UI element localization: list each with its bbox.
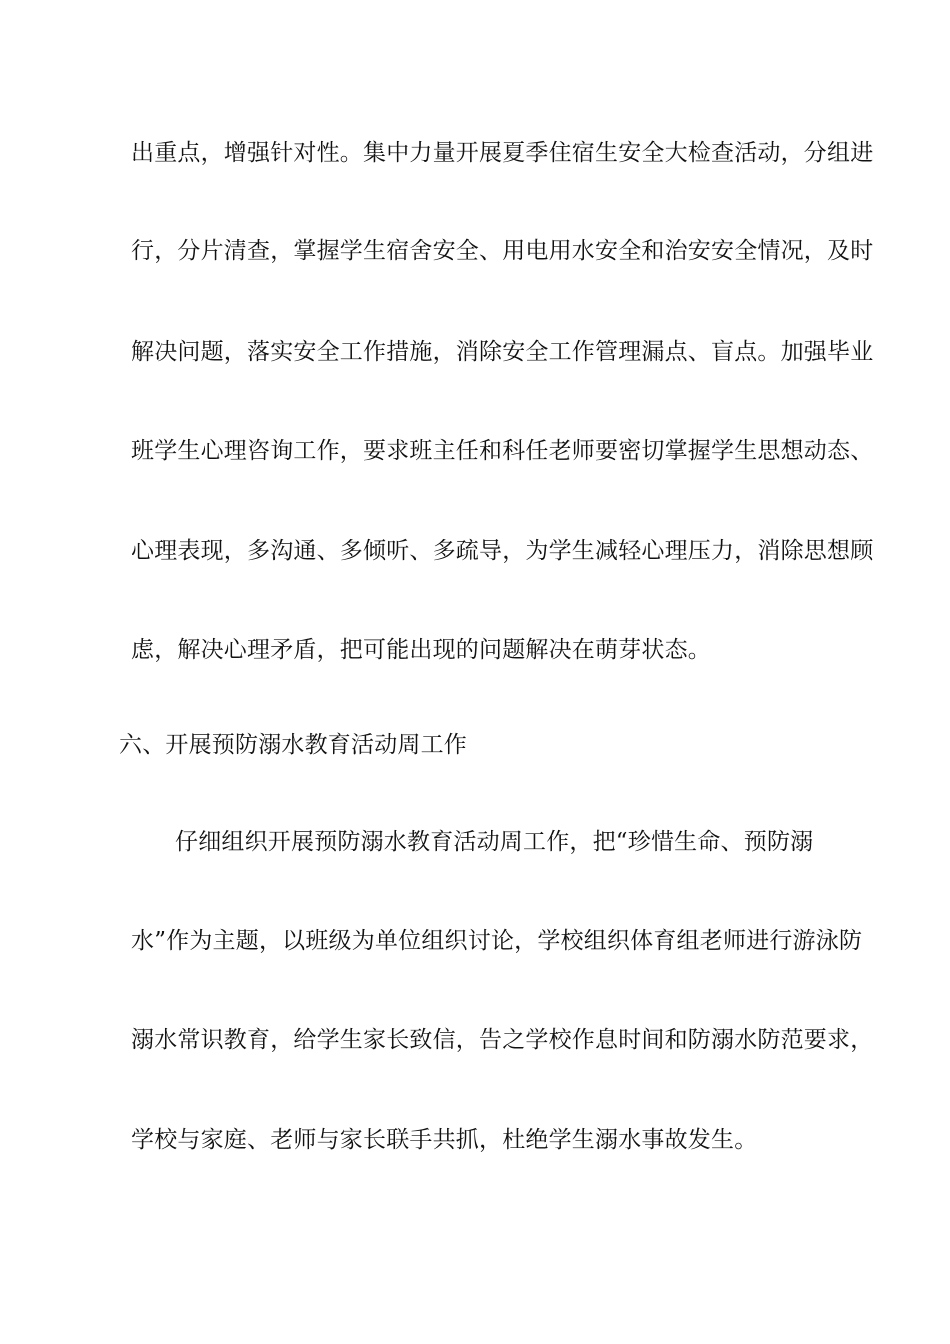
paragraph-line: 心理表现，多沟通、多倾听、多疏导，为学生减轻心理压力，消除思想顾 bbox=[131, 538, 874, 564]
paragraph-line: 水”作为主题，以班级为单位组织讨论，学校组织体育组老师进行游泳防 bbox=[131, 928, 863, 954]
paragraph-line: 出重点，增强针对性。集中力量开展夏季住宿生安全大检查活动，分组进 bbox=[131, 140, 874, 166]
section-heading: 六、开展预防溺水教育活动周工作 bbox=[119, 732, 467, 758]
paragraph-line: 行，分片清查，掌握学生宿舍安全、用电用水安全和治安安全情况，及时 bbox=[131, 238, 874, 264]
paragraph-line: 虑，解决心理矛盾，把可能出现的问题解决在萌芽状态。 bbox=[131, 637, 711, 663]
paragraph-line: 溺水常识教育，给学生家长致信，告之学校作息时间和防溺水防范要求， bbox=[131, 1027, 874, 1053]
paragraph-line: 班学生心理咨询工作，要求班主任和科任老师要密切掌握学生思想动态、 bbox=[131, 438, 874, 464]
paragraph-line: 学校与家庭、老师与家长联手共抓，杜绝学生溺水事故发生。 bbox=[131, 1127, 758, 1153]
paragraph-line: 解决问题，落实安全工作措施，消除安全工作管理漏点、盲点。加强毕业 bbox=[131, 339, 874, 365]
paragraph-line: 仔细组织开展预防溺水教育活动周工作，把“珍惜生命、预防溺 bbox=[175, 829, 814, 855]
